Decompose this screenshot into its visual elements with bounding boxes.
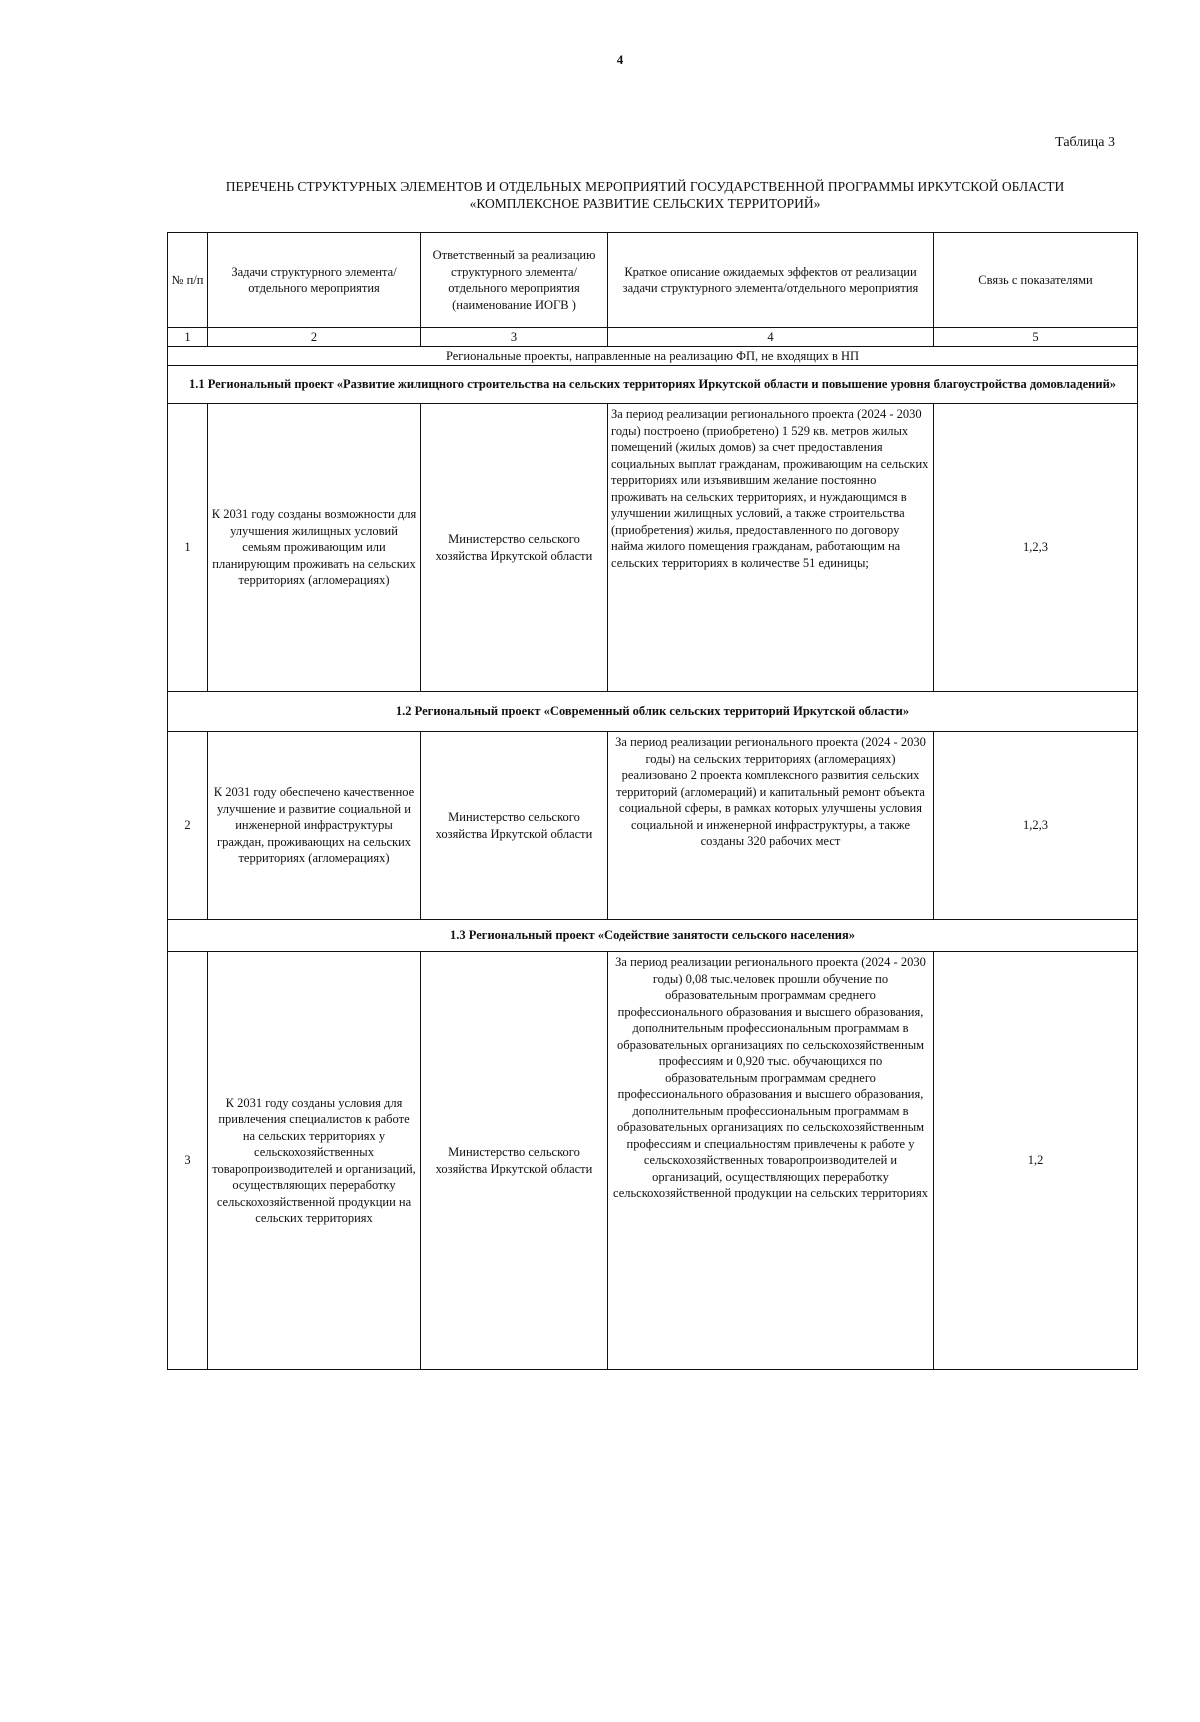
header-num: № п/п [168, 233, 208, 328]
row-effects: За период реализации регионального проекта (2024 - 2030 годы) 0,08 тыс.человек прошли обучение по образовательным программам среднего профессионального образования и высшего образования, дополнительным профессиональным программам в образовательных организациях по сельскохозяйственным профессиям и 0,920 тыс. обучающихся по образовательным программам среднего профессионального образования и высшего образования, дополнительным профессиональным программам в образовательных организациях по сельскохозяйственным профессиям и специальностям привлечены к работе у сельскохозяйственных товаропроизводителей и организаций, осуществляющих переработку сельскохозяйственной продукции на сельских территориях [608, 952, 934, 1370]
column-number: 1 [168, 328, 208, 347]
section-header-row [168, 920, 1138, 952]
row-link: 1,2,3 [934, 404, 1138, 692]
table-row [168, 952, 1138, 1370]
row-num: 2 [168, 732, 208, 920]
program-elements-table [167, 232, 1138, 1370]
table-row [168, 732, 1138, 920]
column-number: 2 [208, 328, 421, 347]
section-header-row [168, 692, 1138, 732]
header-responsible: Ответственный за реализацию структурного элемента/отдельного мероприятия (наименование ИОГВ ) [421, 233, 608, 328]
row-responsible: Министерство сельского хозяйства Иркутской области [421, 404, 608, 692]
column-number: 4 [608, 328, 934, 347]
row-num: 3 [168, 952, 208, 1370]
row-num: 1 [168, 404, 208, 692]
section-header-row [168, 366, 1138, 404]
document-title-line-1: ПЕРЕЧЕНЬ СТРУКТУРНЫХ ЭЛЕМЕНТОВ И ОТДЕЛЬНЫХ МЕРОПРИЯТИЙ ГОСУДАРСТВЕННОЙ ПРОГРАММЫ ИРКУТСКОЙ ОБЛАСТИ [225, 179, 1065, 194]
row-task: К 2031 году обеспечено качественное улучшение и развитие социальной и инженерной инфраструктуры граждан, проживающих на сельских территориях (агломерациях) [208, 732, 421, 920]
section-title: 1.3 Региональный проект «Содействие занятости сельского населения» [168, 920, 1138, 952]
document-title [150, 178, 1140, 212]
section-title: 1.2 Региональный проект «Современный облик сельских территорий Иркутской области» [168, 692, 1138, 732]
group-header-row [168, 347, 1138, 366]
row-task: К 2031 году созданы возможности для улучшения жилищных условий семьям проживающим или планирующим проживать на сельских территориях (агломерациях) [208, 404, 421, 692]
table-row [168, 404, 1138, 692]
row-effects: За период реализации регионального проекта (2024 - 2030 годы) построено (приобретено) 1 529 кв. метров жилых помещений (жилых домов) за счет предоставления социальных выплат гражданам, проживающим на сельских территориях или изъявившим желание постоянно проживать на сельских территориях, и нуждающимся в улучшении жилищных условий, а также строительства (приобретения) жилья, предоставленного по договору найма жилого помещения гражданам, работающим на сельских территориях в количестве 51 единицы; [608, 404, 934, 692]
header-tasks: Задачи структурного элемента/отдельного мероприятия [208, 233, 421, 328]
row-task: К 2031 году созданы условия для привлечения специалистов к работе на сельских территориях у сельскохозяйственных товаропроизводителей и организаций, осуществляющих переработку сельскохозяйственной продукции на сельских территориях [208, 952, 421, 1370]
header-effects: Краткое описание ожидаемых эффектов от реализации задачи структурного элемента/отдельного мероприятия [608, 233, 934, 328]
document-title-line-2: «КОМПЛЕКСНОЕ РАЗВИТИЕ СЕЛЬСКИХ ТЕРРИТОРИЙ» [469, 196, 821, 211]
table-header-row [168, 233, 1138, 328]
row-link: 1,2,3 [934, 732, 1138, 920]
group-header: Региональные проекты, направленные на реализацию ФП, не входящих в НП [168, 347, 1138, 366]
row-responsible: Министерство сельского хозяйства Иркутской области [421, 732, 608, 920]
column-number: 5 [934, 328, 1138, 347]
row-effects: За период реализации регионального проекта (2024 - 2030 годы) на сельских территориях (агломерациях) реализовано 2 проекта комплексного развития сельских территорий (агломераций) и капитальный ремонт объекта социальной сферы, в рамках которых улучшены условия социальной и инженерной инфраструктуры, а также созданы 320 рабочих мест [608, 732, 934, 920]
row-responsible: Министерство сельского хозяйства Иркутской области [421, 952, 608, 1370]
header-link: Связь с показателями [934, 233, 1138, 328]
page-number: 4 [616, 52, 624, 67]
table-label: Таблица 3 [1055, 135, 1115, 150]
row-link: 1,2 [934, 952, 1138, 1370]
column-number: 3 [421, 328, 608, 347]
section-title: 1.1 Региональный проект «Развитие жилищного строительства на сельских территориях Иркутской области и повышение уровня благоустройства домовладений» [168, 366, 1138, 404]
column-numbers-row [168, 328, 1138, 347]
